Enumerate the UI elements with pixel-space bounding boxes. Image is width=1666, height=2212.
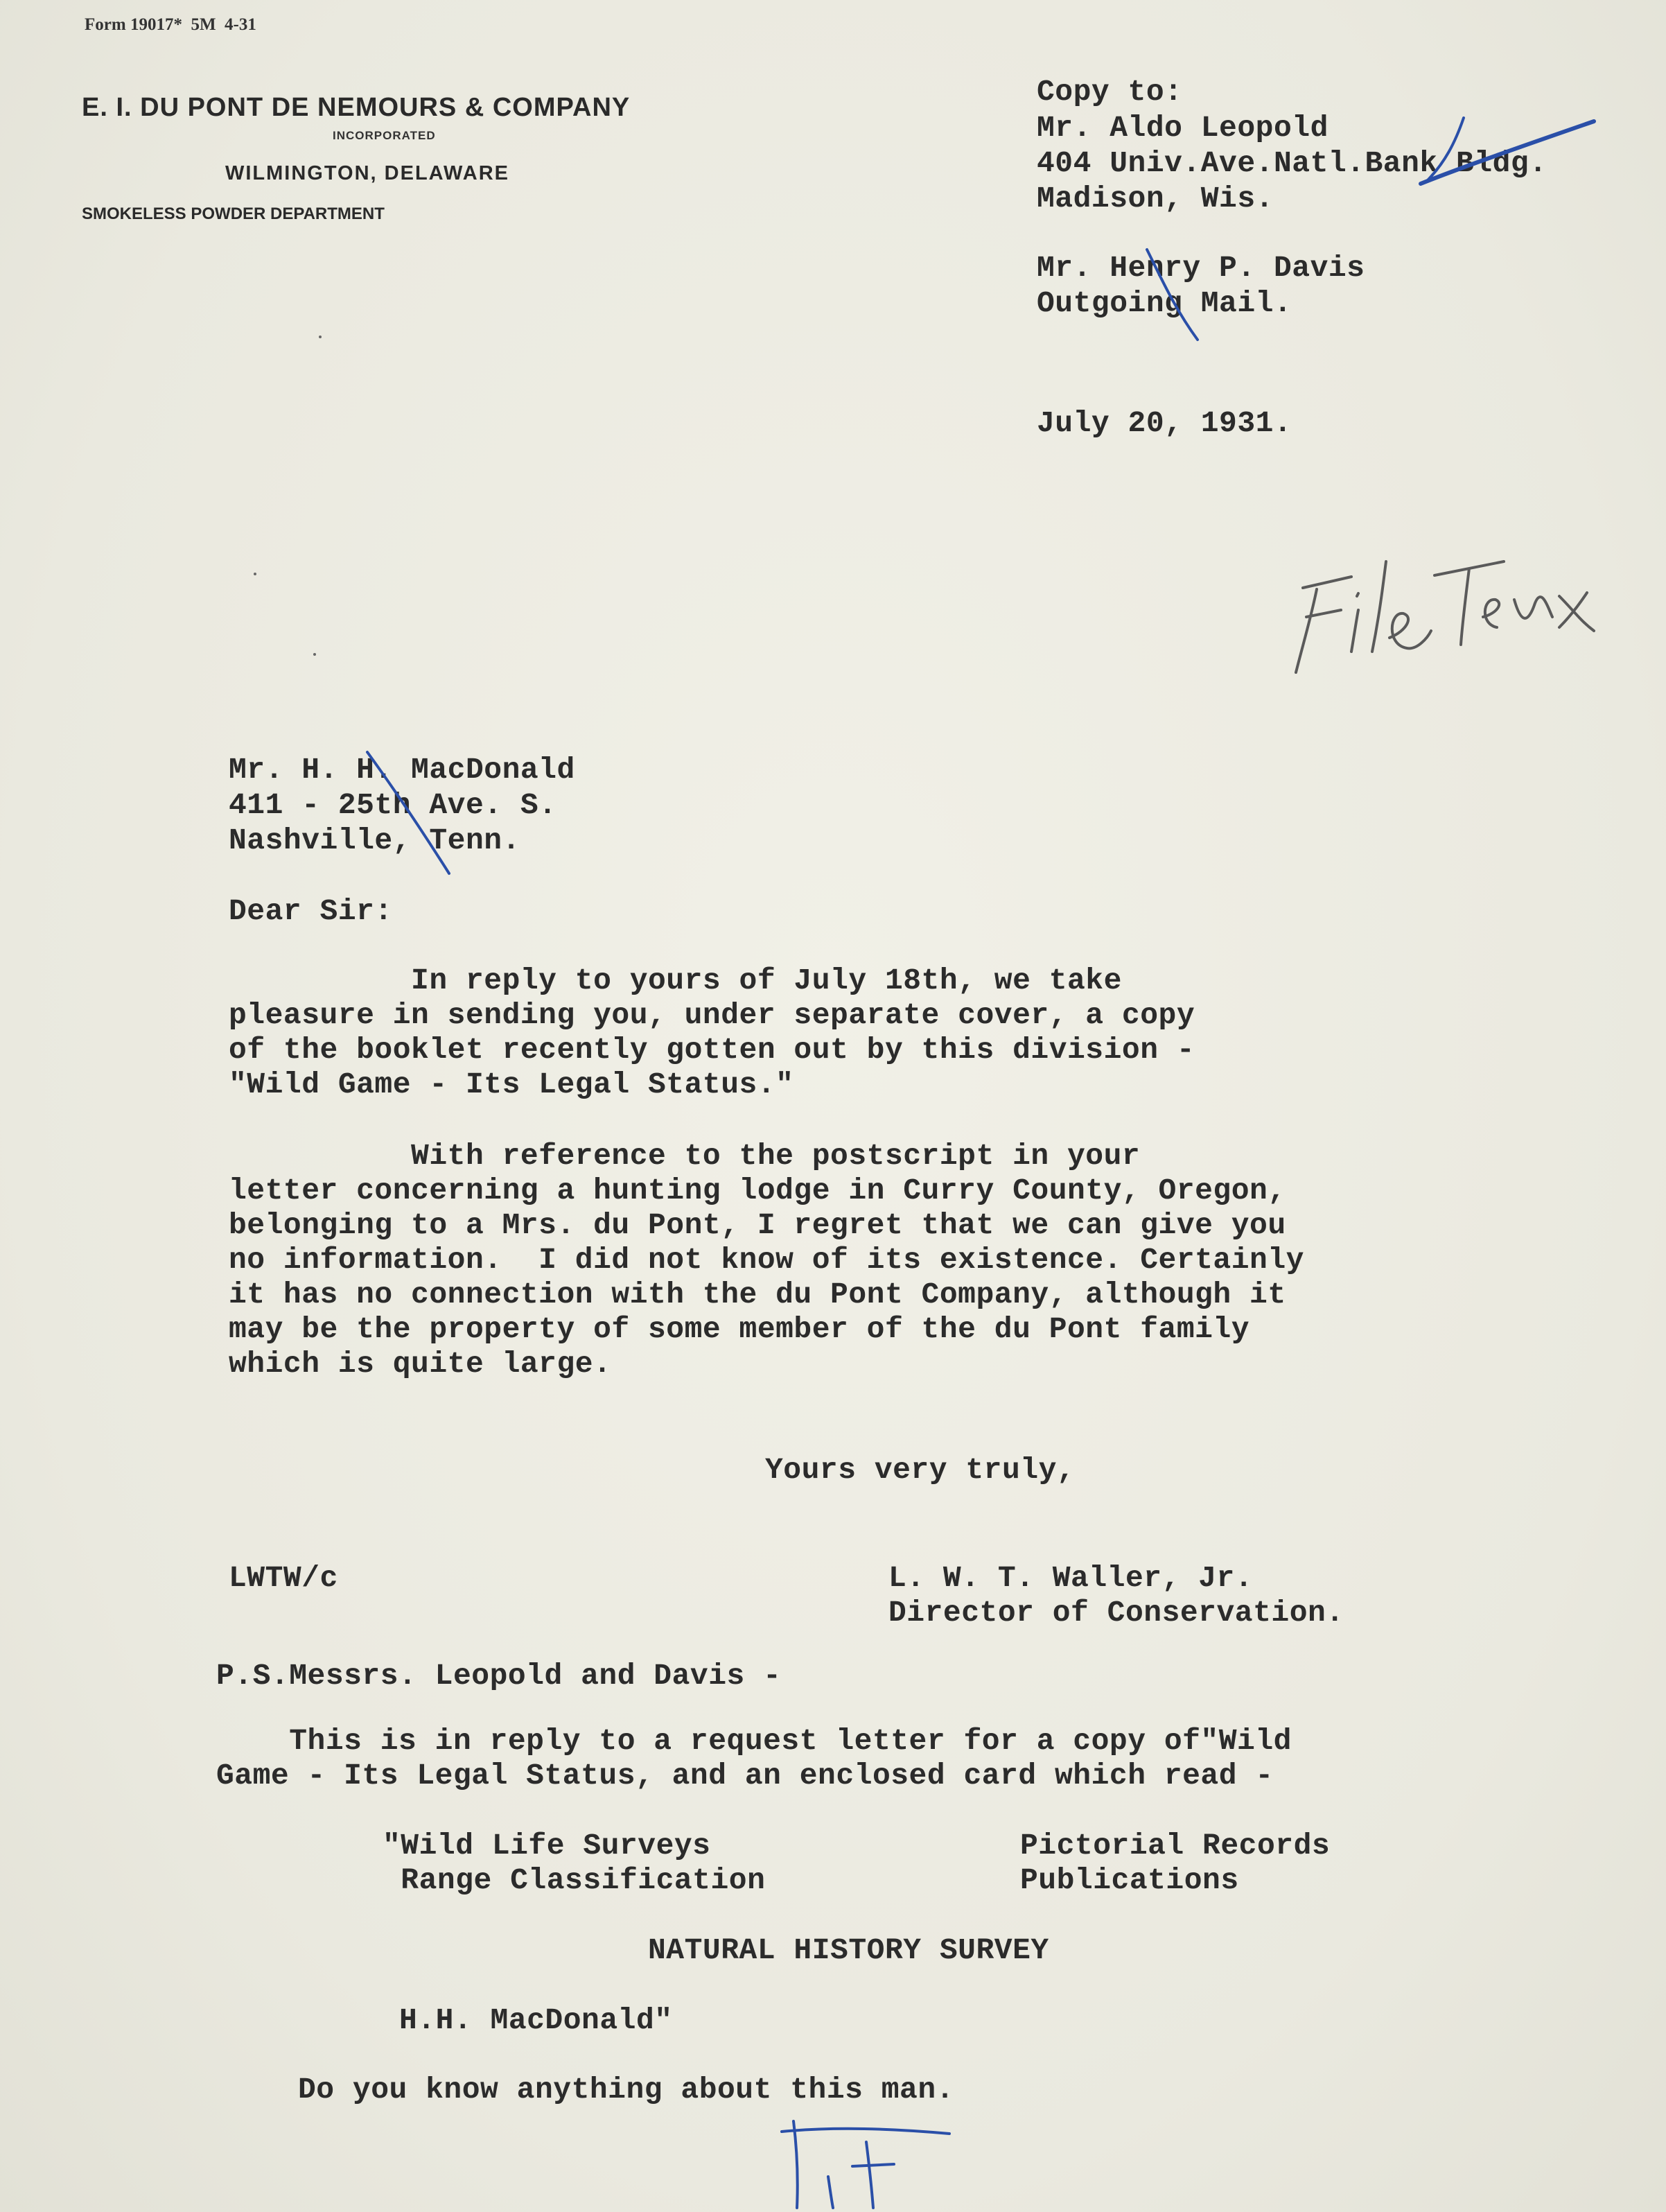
stray-dot bbox=[319, 336, 322, 338]
copy-line-3: Madison, Wis. bbox=[1037, 182, 1274, 216]
form-number: Form 19017* 5M 4-31 bbox=[85, 15, 256, 34]
postscript-question: Do you know anything about this man. bbox=[298, 2073, 954, 2107]
typist-initials: LWTW/c bbox=[229, 1561, 338, 1595]
copy-line-5: Outgoing Mail. bbox=[1037, 286, 1292, 320]
body-p2-line-2: letter concerning a hunting lodge in Curry County, Oregon, bbox=[229, 1174, 1286, 1208]
card-center-title: NATURAL HISTORY SURVEY bbox=[648, 1933, 1049, 1967]
addressee-line-3: Nashville, Tenn. bbox=[229, 824, 520, 857]
body-p2-line-4: no information. I did not know of its existence. Certainly bbox=[229, 1243, 1304, 1277]
stray-dot bbox=[313, 653, 316, 656]
postscript-heading: P.S.Messrs. Leopold and Davis - bbox=[216, 1659, 782, 1693]
stray-dot bbox=[254, 573, 256, 575]
copy-line-2: 404 Univ.Ave.Natl.Bank Bldg. bbox=[1037, 146, 1547, 180]
postscript-line-2: Game - Its Legal Status, and an enclosed card which read - bbox=[216, 1759, 1274, 1793]
company-name: E. I. DU PONT DE NEMOURS & COMPANY bbox=[82, 93, 631, 122]
blue-initials-signature bbox=[776, 2114, 956, 2212]
body-p1-line-1: In reply to yours of July 18th, we take bbox=[229, 964, 1122, 998]
card-left-line-1: "Wild Life Surveys bbox=[383, 1829, 711, 1863]
blue-tick-davis bbox=[1137, 243, 1206, 347]
addressee-line-2: 411 - 25th Ave. S. bbox=[229, 788, 557, 822]
copy-line-4: Mr. Henry P. Davis bbox=[1037, 251, 1365, 285]
copy-line-1: Mr. Aldo Leopold bbox=[1037, 111, 1329, 145]
incorporated-label: INCORPORATED bbox=[333, 129, 436, 142]
closing: Yours very truly, bbox=[765, 1453, 1076, 1487]
postscript-line-1: This is in reply to a request letter for a copy of"Wild bbox=[216, 1724, 1292, 1758]
card-name: H.H. MacDonald" bbox=[399, 2003, 673, 2037]
card-left-line-2: Range Classification bbox=[383, 1863, 766, 1897]
blue-check-mark-copy bbox=[1414, 104, 1608, 194]
body-p2-line-5: it has no connection with the du Pont Company, although it bbox=[229, 1278, 1286, 1312]
card-right-line-1: Pictorial Records bbox=[1020, 1829, 1331, 1863]
body-p1-line-4: "Wild Game - Its Legal Status." bbox=[229, 1068, 794, 1101]
signer-name: L. W. T. Waller, Jr. bbox=[888, 1561, 1254, 1595]
signer-title: Director of Conservation. bbox=[888, 1596, 1344, 1630]
letter-date: July 20, 1931. bbox=[1037, 406, 1292, 440]
body-p2-line-6: may be the property of some member of the du Pont family bbox=[229, 1312, 1250, 1346]
blue-tick-addressee bbox=[360, 742, 457, 880]
company-city: WILMINGTON, DELAWARE bbox=[225, 162, 510, 184]
salutation: Dear Sir: bbox=[229, 894, 393, 928]
addressee-line-1: Mr. H. H. MacDonald bbox=[229, 753, 575, 787]
body-p1-line-2: pleasure in sending you, under separate cover, a copy bbox=[229, 998, 1195, 1032]
body-p2-line-1: With reference to the postscript in your bbox=[229, 1139, 1141, 1173]
card-right-line-2: Publications bbox=[1020, 1863, 1239, 1897]
body-p2-line-7: which is quite large. bbox=[229, 1347, 612, 1381]
copy-heading: Copy to: bbox=[1037, 75, 1183, 109]
body-p1-line-3: of the booklet recently gotten out by this division - bbox=[229, 1033, 1195, 1067]
body-p2-line-3: belonging to a Mrs. du Pont, I regret that we can give you bbox=[229, 1208, 1286, 1242]
handwritten-file-note bbox=[1275, 534, 1622, 693]
department-name: SMOKELESS POWDER DEPARTMENT bbox=[82, 204, 385, 223]
